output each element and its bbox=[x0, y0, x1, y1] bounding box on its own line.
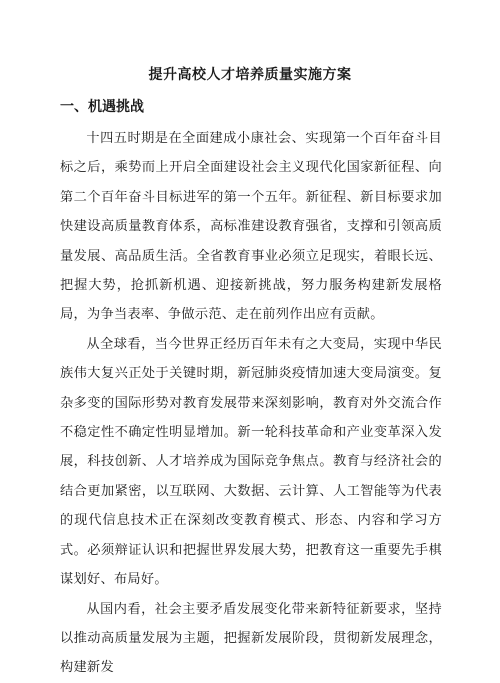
paragraph: 从国内看，社会主要矛盾发展变化带来新特征新要求，坚持以推动高质量发展为主题，把握新发展阶段，贯彻新发展理念，构建新发 bbox=[60, 601, 442, 676]
paragraph: 从全球看，当今世界正经历百年未有之大变局，实现中华民族伟大复兴正处于关键时期，新冠肺炎疫情加速大变局演变。复杂多变的国际形势对教育发展带来深刻影响，教育对外交流合作不稳定性不确定性明显增加。新一轮科技革命和产业变革深入发展，科技创新、人才培养成为国际竞争焦点。教育与经济社会的结合更加紧密，以互联网、大数据、云计算、人工智能等为代表的现代信息技术正在深刻改变教育模式、形态、内容和学习方式。必须辩证认识和把握世界发展大势，把教育这一重要先手棋谋划好、布局好。 bbox=[60, 336, 442, 588]
document-body bbox=[60, 124, 442, 683]
document-title: 提升高校人才培养质量实施方案 bbox=[148, 67, 352, 83]
paragraph: 十四五时期是在全面建成小康社会、实现第一个百年奋斗目标之后，乘势而上开启全面建设社会主义现代化国家新征程、向第二个百年奋斗目标进军的第一个五年。新征程、新目标要求加快建设高质量教育体系，高标准建设教育强省，支撑和引领高质量发展、高品质生活。全省教育事业必须立足现实，着眼长远、把握大势，抢抓新机遇、迎接新挑战，努力服务构建新发展格局，为争当表率、争做示范、走在前列作出应有贡献。 bbox=[60, 131, 442, 323]
section-heading: 一、机遇挑战 bbox=[60, 99, 144, 115]
